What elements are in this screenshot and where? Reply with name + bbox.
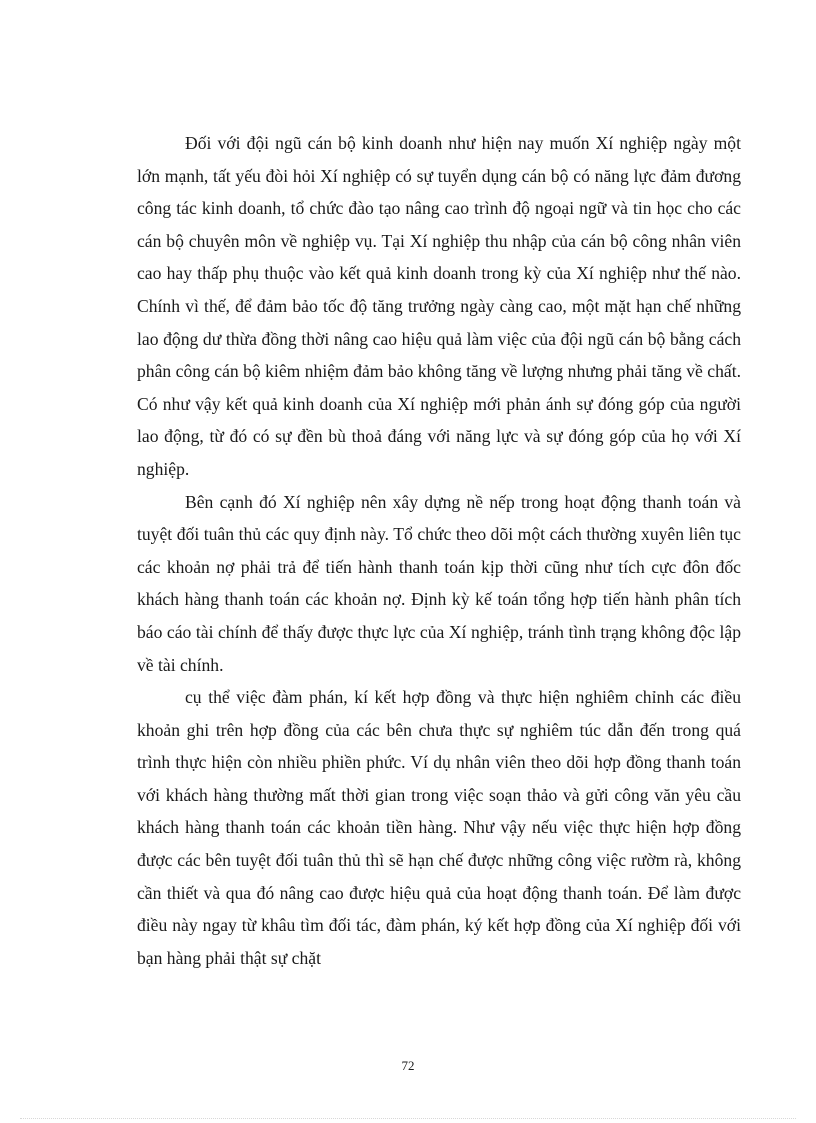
body-text [137,127,741,974]
page-bottom-rule [20,1118,796,1119]
paragraph-payment-discipline: Bên cạnh đó Xí nghiệp nên xây dựng nề nếp trong hoạt động thanh toán và tuyệt đối tuân thủ các quy định này. Tổ chức theo dõi một cách thường xuyên liên tục các khoản nợ phải trả để tiến hành thanh toán kịp thời cũng như tích cực đôn đốc khách hàng thanh toán các khoản nợ. Định kỳ kế toán tổng hợp tiến hành phân tích báo cáo tài chính để thấy được thực lực của Xí nghiệp, tránh tình trạng không độc lập về tài chính. [137,491,741,675]
page-number: 72 [401,1058,415,1073]
paragraph-staffing: Đối với đội ngũ cán bộ kinh doanh như hiện nay muốn Xí nghiệp ngày một lớn mạnh, tất yếu đòi hỏi Xí nghiệp có sự tuyển dụng cán bộ có năng lực đảm đương công tác kinh doanh, tổ chức đào tạo nâng cao trình độ ngoại ngữ và tin học cho các cán bộ chuyên môn về nghiệp vụ. Tại Xí nghiệp thu nhập của cán bộ công nhân viên cao hay thấp phụ thuộc vào kết quả kinh doanh trong kỳ của Xí nghiệp như thế nào. Chính vì thế, để đảm bảo tốc độ tăng trưởng ngày càng cao, một mặt hạn chế những lao động dư thừa đồng thời nâng cao hiệu quả làm việc của đội ngũ cán bộ bằng cách phân công cán bộ kiêm nhiệm đảm bảo không tăng về lượng nhưng phải tăng về chất. Có như vậy kết quả kinh doanh của Xí nghiệp mới phản ánh sự đóng góp của người lao động, từ đó có sự đền bù thoả đáng với năng lực và sự đóng góp của họ với Xí nghiệp. [137,133,741,479]
paragraph-contract-negotiation: cụ thể việc đàm phán, kí kết hợp đồng và thực hiện nghiêm chỉnh các điều khoản ghi trên hợp đồng của các bên chưa thực sự nghiêm túc dẫn đến trong quá trình thực hiện còn nhiều phiền phức. Ví dụ nhân viên theo dõi hợp đồng thanh toán với khách hàng thường mất thời gian trong việc soạn thảo và gửi công văn yêu cầu khách hàng thanh toán các khoản tiền hàng. Như vậy nếu việc thực hiện hợp đồng được các bên tuyệt đối tuân thủ thì sẽ hạn chế được những công việc rườm rà, không cần thiết và qua đó nâng cao được hiệu quả của hoạt động thanh toán. Để làm được điều này ngay từ khâu tìm đối tác, đàm phán, ký kết hợp đồng của Xí nghiệp đối với bạn hàng phải thật sự chặt [137,687,741,968]
